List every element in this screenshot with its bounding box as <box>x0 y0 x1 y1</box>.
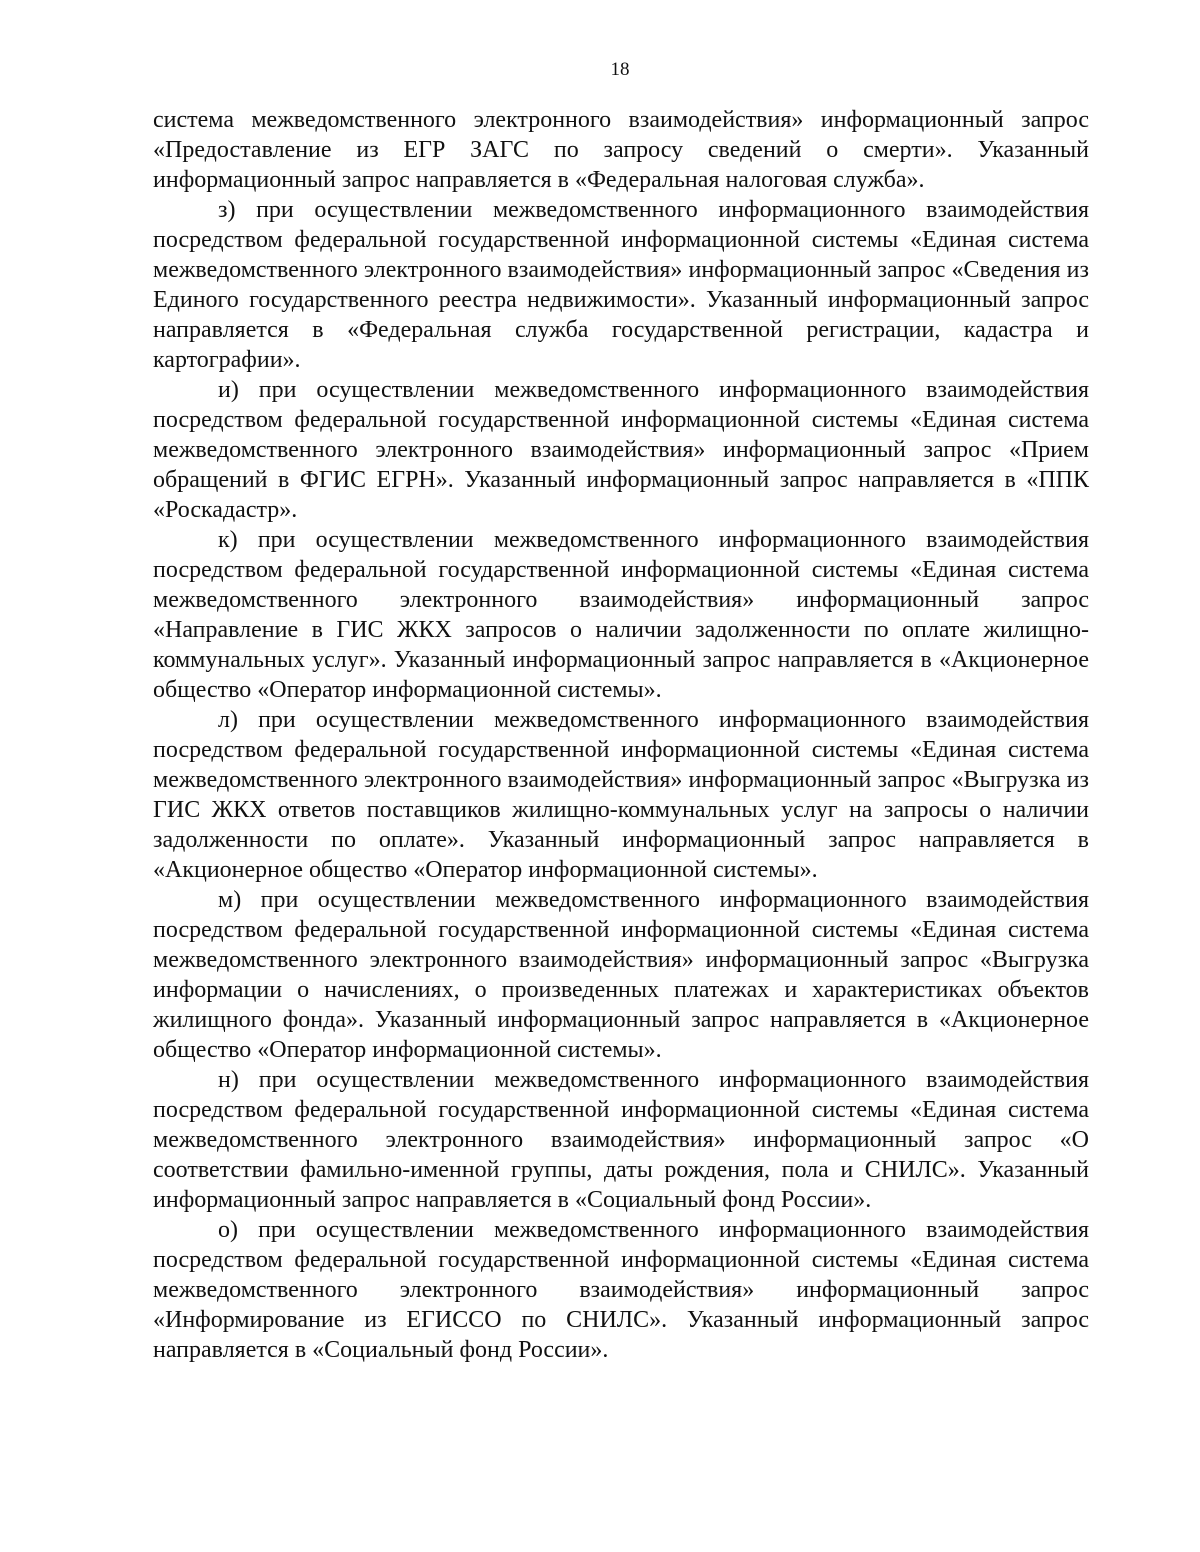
paragraph-item-o: о) при осуществлении межведомственного информационного взаимодействия посредством федеральной государственной информационной системы «Единая система межведомственного электронного взаимодействия» информационный запрос «Информирование из ЕГИССО по СНИЛС». Указанный информационный запрос направляется в «Социальный фонд России». <box>153 1217 1089 1363</box>
page-number: 18 <box>610 59 630 80</box>
paragraph-item-z: з) при осуществлении межведомственного информационного взаимодействия посредством федеральной государственной информационной системы «Единая система межведомственного электронного взаимодействия» информационный запрос «Сведения из Единого государственного реестра недвижимости». Указанный информационный запрос направляется в «Федеральная служба государственной регистрации, кадастра и картографии». <box>153 197 1089 373</box>
paragraph-item-m: м) при осуществлении межведомственного информационного взаимодействия посредством федеральной государственной информационной системы «Единая система межведомственного электронного взаимодействия» информационный запрос «Выгрузка информации о начислениях, о произведенных платежах и характеристиках объектов жилищного фонда». Указанный информационный запрос направляется в «Акционерное общество «Оператор информационной системы». <box>153 887 1089 1063</box>
document-body <box>153 105 1089 1365</box>
paragraph-item-k: к) при осуществлении межведомственного информационного взаимодействия посредством федеральной государственной информационной системы «Единая система межведомственного электронного взаимодействия» информационный запрос «Направление в ГИС ЖКХ запросов о наличии задолженности по оплате жилищно-коммунальных услуг». Указанный информационный запрос направляется в «Акционерное общество «Оператор информационной системы». <box>153 527 1089 703</box>
paragraph-item-n: н) при осуществлении межведомственного информационного взаимодействия посредством федеральной государственной информационной системы «Единая система межведомственного электронного взаимодействия» информационный запрос «О соответствии фамильно-именной группы, даты рождения, пола и СНИЛС». Указанный информационный запрос направляется в «Социальный фонд России». <box>153 1067 1089 1213</box>
paragraph-continuation: система межведомственного электронного взаимодействия» информационный запрос «Предоставление из ЕГР ЗАГС по запросу сведений о смерти». Указанный информационный запрос направляется в «Федеральная налоговая служба». <box>153 107 1089 193</box>
paragraph-item-l: л) при осуществлении межведомственного информационного взаимодействия посредством федеральной государственной информационной системы «Единая система межведомственного электронного взаимодействия» информационный запрос «Выгрузка из ГИС ЖКХ ответов поставщиков жилищно-коммунальных услуг на запросы о наличии задолженности по оплате». Указанный информационный запрос направляется в «Акционерное общество «Оператор информационной системы». <box>153 707 1089 883</box>
paragraph-item-i: и) при осуществлении межведомственного информационного взаимодействия посредством федеральной государственной информационной системы «Единая система межведомственного электронного взаимодействия» информационный запрос «Прием обращений в ФГИС ЕГРН». Указанный информационный запрос направляется в «ППК «Роскадастр». <box>153 377 1089 523</box>
